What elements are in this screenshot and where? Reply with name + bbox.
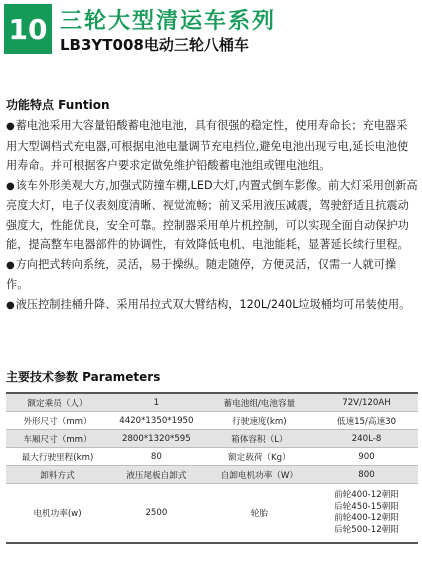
spec-label: 车厢尺寸（mm）	[6, 430, 109, 448]
table-row	[6, 412, 418, 430]
features-heading: 功能特点 Funtion	[6, 98, 110, 112]
header	[4, 4, 418, 56]
tire-item: 前轮400-12朝阳	[334, 490, 399, 500]
bullet-icon: ●	[6, 180, 15, 192]
specs-heading: 主要技术参数 Parameters	[6, 370, 161, 384]
spec-value: 1	[109, 393, 204, 412]
bullet-icon: ●	[6, 121, 15, 132]
spec-value: 800	[315, 466, 418, 484]
tire-item: 后轮450-15朝阳	[334, 501, 399, 512]
tire-item: 后轮500-12朝阳	[334, 524, 399, 535]
bullet-icon: ●	[6, 259, 15, 271]
spec-label: 电机功率(w)	[6, 484, 109, 544]
spec-value: 低速15/高速30	[315, 412, 418, 430]
spec-value: 4420*1350*1950	[109, 412, 204, 430]
page-title: 三轮大型清运车系列	[60, 9, 277, 34]
page-subtitle: LB3YT008电动三轮八桶车	[60, 36, 249, 54]
spec-label: 额定载荷（Kg）	[204, 448, 315, 466]
tire-list	[334, 490, 399, 536]
feature-item: ●方向把式转向系统，灵活，易于操纵。随走随停，方便灵活，仅需一人就可操作。	[6, 257, 397, 291]
features-list	[6, 116, 418, 315]
feature-item: ●该车外形美观大方,加强式防撞车棚,LED大灯,内置式倒车影像。前大灯采用创新高亮度大灯，电子仪表刻度清晰、视觉流畅；前叉采用液压减震，驾驶舒适且抗震动强度大，性能优良，安全可靠。控制器采用单片机控制，可以实现全面自动保护功能，提高整车电器部件的协调性，有效降低电机、电池能耗，显著延长续行里程。	[6, 178, 418, 251]
spec-value: 2800*1320*595	[109, 430, 204, 448]
section-number: 10	[4, 4, 52, 54]
spec-label: 额定乘员（人）	[6, 393, 109, 412]
table-row	[6, 448, 418, 466]
feature-item: ●蓄电池采用大容量铅酸蓄电池电池，具有很强的稳定性，使用寿命长；充电器采用大型调档式充电器,可根据电池电量调节充电档位,避免电池出现亏电,延长电池使用寿命。并可根据客户要求定做免维护铅酸蓄电池组或锂电池组。	[6, 119, 409, 172]
table-row	[6, 430, 418, 448]
table-row	[6, 393, 418, 412]
spec-value: 液压尾板自卸式	[109, 466, 204, 484]
specs-table	[6, 392, 418, 544]
bullet-icon: ●	[6, 299, 15, 311]
tire-item: 前轮400-12朝阳	[334, 513, 399, 523]
feature-item: ●液压控制挂桶升降、采用吊拉式双大臂结构，120L/240L垃圾桶均可吊装使用。	[6, 297, 411, 311]
table-row	[6, 484, 418, 544]
spec-value-tires	[315, 484, 418, 544]
spec-label: 行驶速度(km)	[204, 412, 315, 430]
spec-value: 900	[315, 448, 418, 466]
spec-value: 240L-8	[315, 430, 418, 448]
spec-label: 最大行驶里程(km)	[6, 448, 109, 466]
table-row	[6, 466, 418, 484]
spec-label: 蓄电池组/电池容量	[204, 393, 315, 412]
spec-label: 卸料方式	[6, 466, 109, 484]
spec-label: 自卸电机功率（W）	[204, 466, 315, 484]
spec-label: 外形尺寸（mm）	[6, 412, 109, 430]
spec-label: 箱体容积（L）	[204, 430, 315, 448]
spec-label: 轮胎	[204, 484, 315, 544]
spec-value: 2500	[109, 484, 204, 544]
spec-value: 72V/120AH	[315, 393, 418, 412]
spec-value: 80	[109, 448, 204, 466]
